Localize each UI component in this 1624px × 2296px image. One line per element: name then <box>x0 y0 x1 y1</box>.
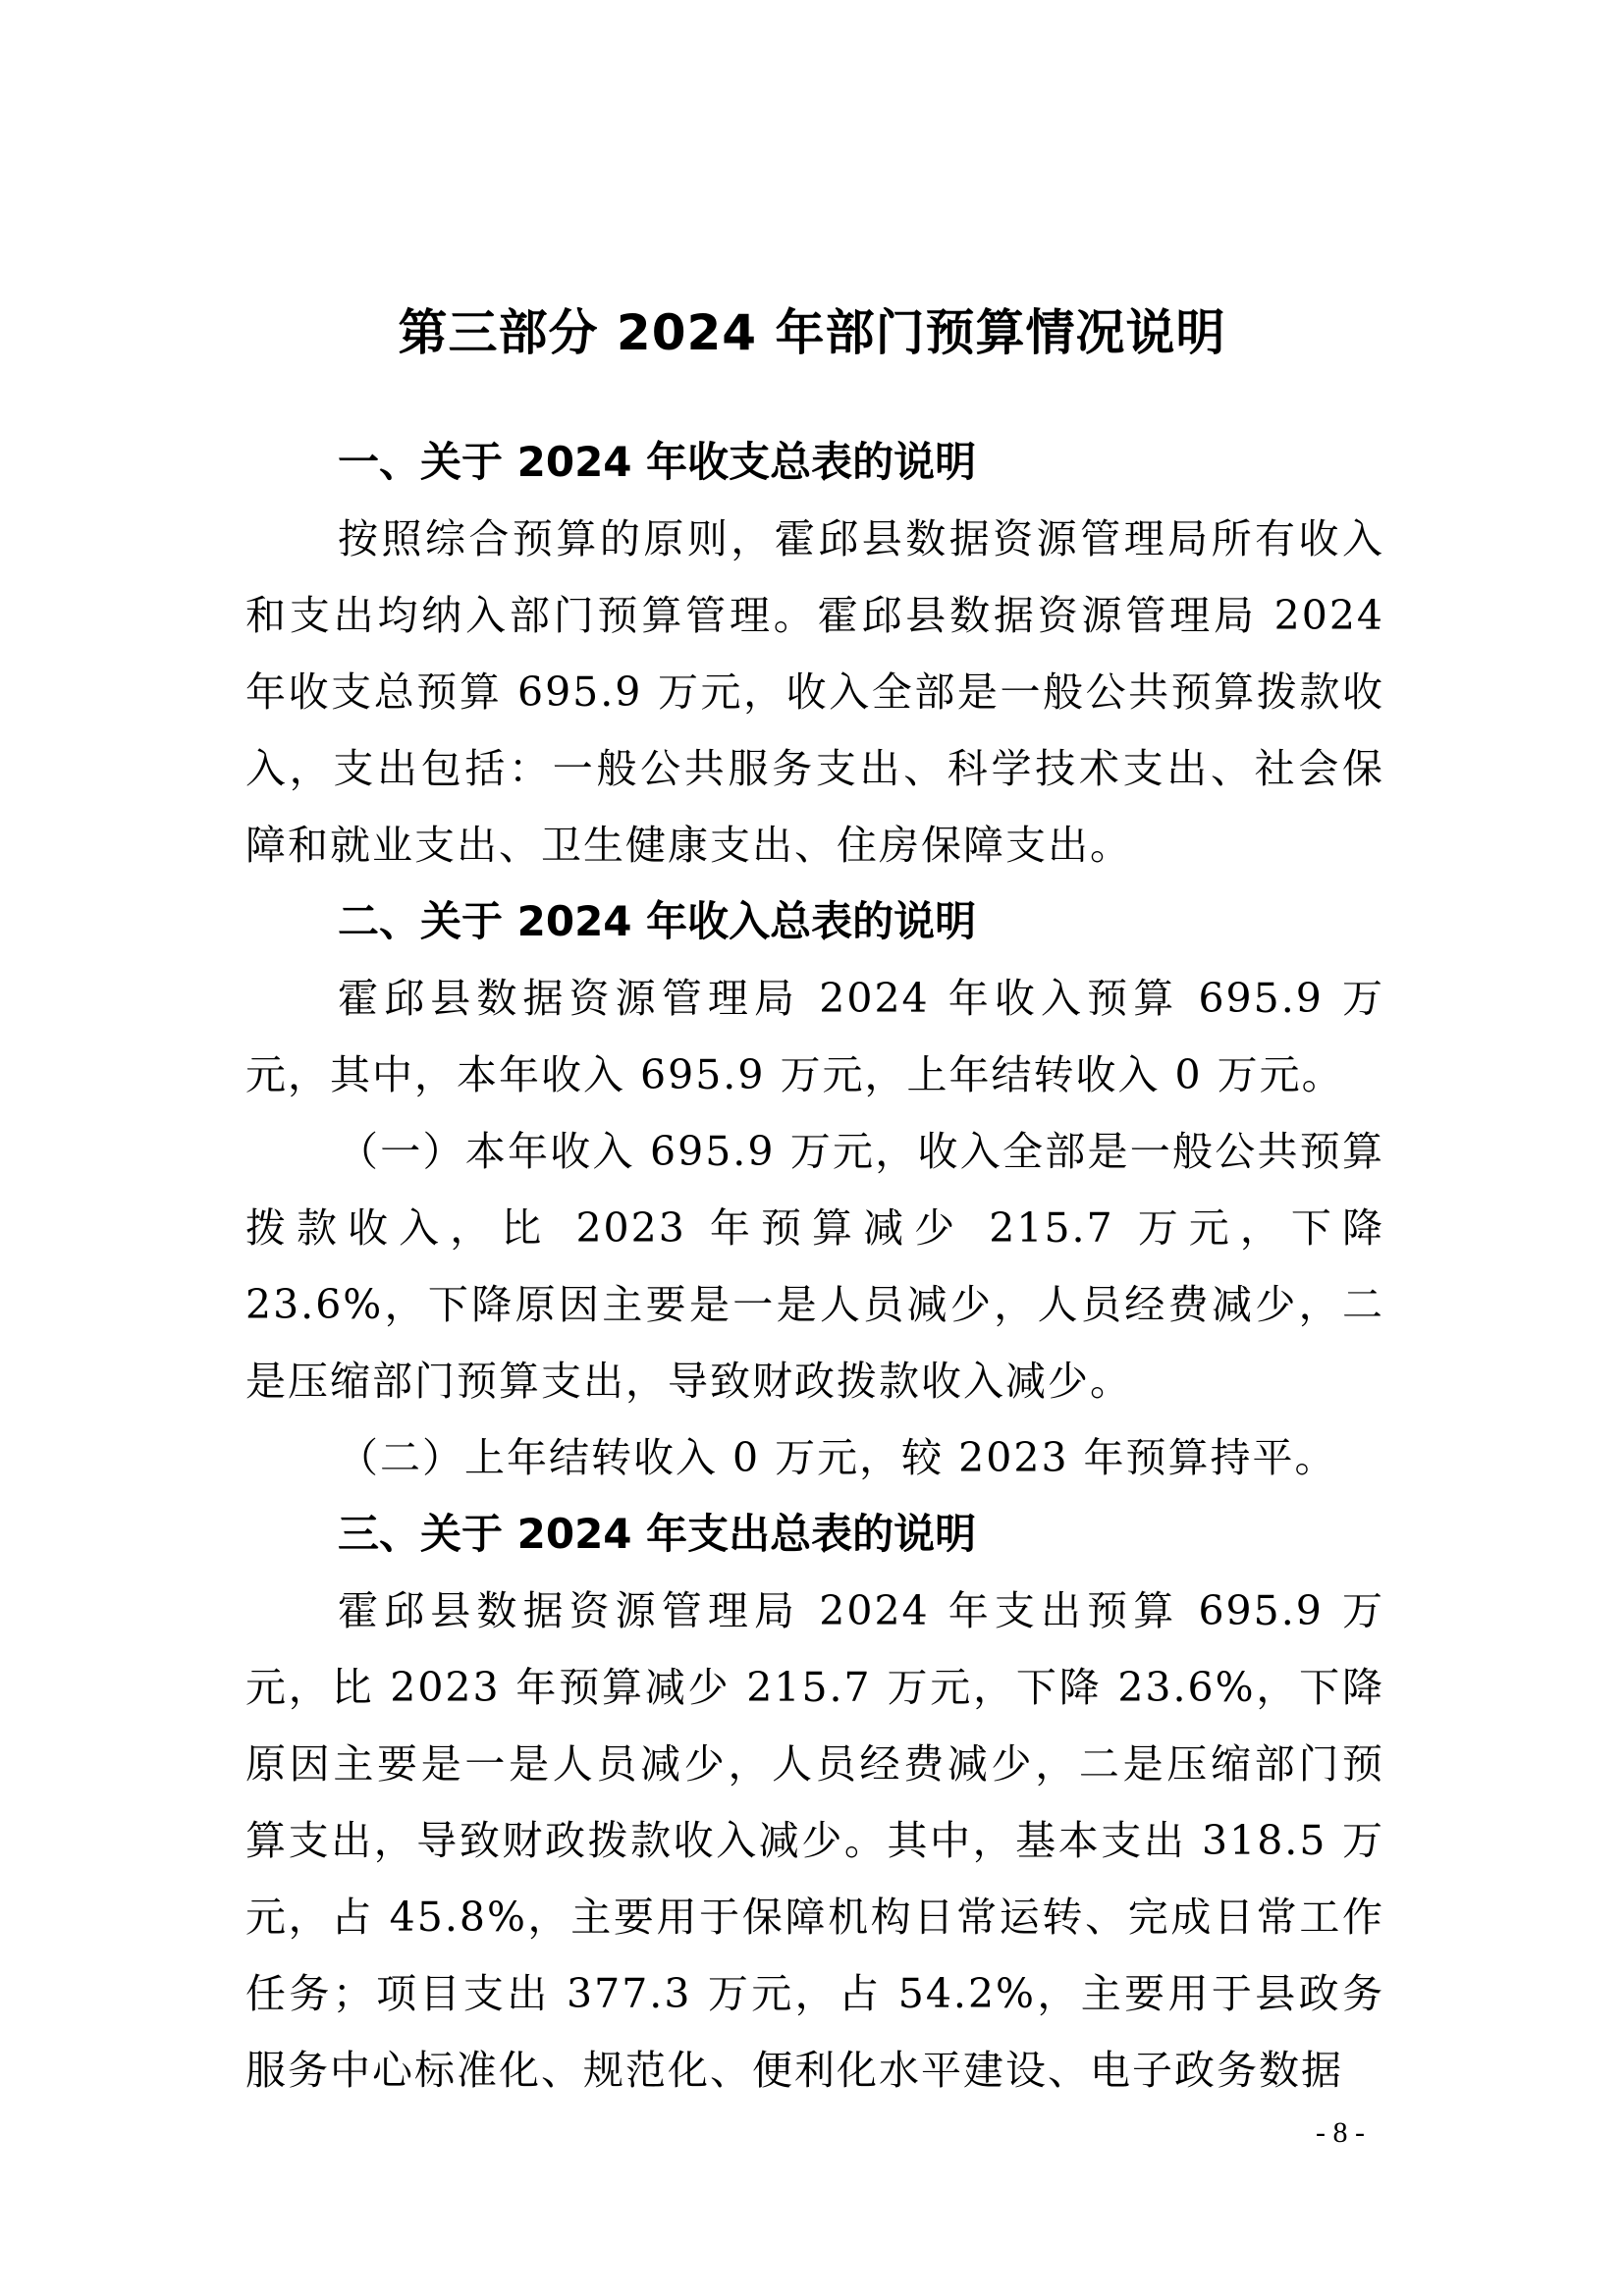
section-heading-3: 三、关于 2024 年支出总表的说明 <box>338 1510 977 1558</box>
body-paragraph: （二）上年结转收入 0 万元，较 2023 年预算持平。 <box>338 1434 1337 1481</box>
body-paragraph: （一）本年收入 695.9 万元，收入全部是一般公共预算拨款收入，比 2023 年预算减少 215.7 万元，下降 23.6%，下降原因主要是一是人员减少，人员经费减少，二是压缩部门预算支出，导致财政拨款收入减少。 <box>245 1128 1384 1405</box>
page-title: 第三部分 2024 年部门预算情况说明 <box>398 303 1226 361</box>
body-paragraph: 霍邱县数据资源管理局 2024 年支出预算 695.9 万元，比 2023 年预算减少 215.7 万元，下降 23.6%，下降原因主要是一是人员减少，人员经费减少，二是压缩部门预算支出，导致财政拨款收入减少。其中，基本支出 318.5 万元，占 45.8%，主要用于保障机构日常运转、完成日常工作任务；项目支出 377.3 万元，占 54.2%，主要用于县政务服务中心标准化、规范化、便利化水平建设、电子政务数据 <box>245 1587 1384 2094</box>
page-number: - 8 - <box>1316 2116 1365 2149</box>
body-paragraph: 按照综合预算的原则，霍邱县数据资源管理局所有收入和支出均纳入部门预算管理。霍邱县数据资源管理局 2024 年收支总预算 695.9 万元，收入全部是一般公共预算拨款收入，支出包括：一般公共服务支出、科学技术支出、社会保障和就业支出、卫生健康支出、住房保障支出。 <box>245 515 1384 869</box>
body-paragraph: 霍邱县数据资源管理局 2024 年收入预算 695.9 万元，其中，本年收入 695.9 万元，上年结转收入 0 万元。 <box>245 975 1384 1098</box>
section-heading-1: 一、关于 2024 年收支总表的说明 <box>338 438 977 486</box>
section-heading-2: 二、关于 2024 年收入总表的说明 <box>338 897 977 945</box>
document-body <box>245 424 1384 2109</box>
